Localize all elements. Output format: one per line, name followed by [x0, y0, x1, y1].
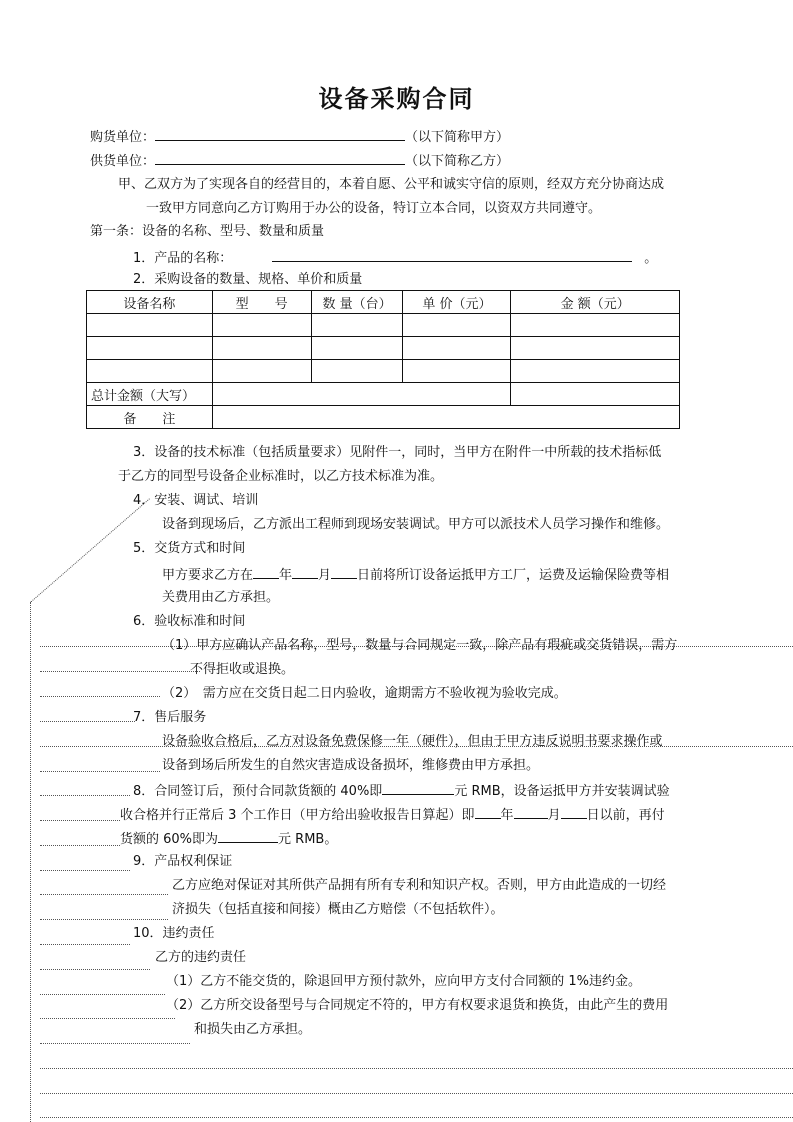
item-10-clause-1: （1）乙方不能交货的，除退回甲方预付款外，应向甲方支付合同额的 1%违约金。: [166, 974, 642, 989]
header-unit-price: 单 价（元）: [403, 291, 511, 314]
item-1-line: [133, 249, 657, 267]
table-cell[interactable]: [311, 314, 403, 337]
item-5-text-b: 年: [279, 568, 293, 583]
item-9-heading: 9．产品权利保证: [133, 854, 233, 869]
item-8-text-c2: 元 RMB。: [278, 832, 338, 847]
delivery-year-blank[interactable]: [253, 566, 279, 579]
payment-day-blank[interactable]: [561, 806, 587, 819]
item-8-text-b4: 日以前，再付: [586, 808, 665, 823]
prepayment-amount-blank[interactable]: [382, 782, 454, 795]
header-amount: 金 额（元）: [511, 291, 680, 314]
equipment-table: [86, 290, 680, 429]
total-row: [87, 383, 680, 406]
item-5-line-2: 关费用由乙方承担。: [162, 590, 280, 605]
total-amount-cell[interactable]: [511, 383, 680, 406]
table-cell[interactable]: [87, 314, 213, 337]
table-cell[interactable]: [87, 337, 213, 360]
intro-line-2: 一致甲方同意向乙方订购用于办公的设备，特订立本合同，以资双方共同遵守。: [146, 201, 602, 216]
item-6-heading: 6．验收标准和时间: [133, 614, 246, 629]
table-cell[interactable]: [511, 360, 680, 383]
item-8-line-3: [120, 830, 337, 848]
table-cell[interactable]: [212, 314, 311, 337]
item-8-text-a2: 元 RMB，设备运抵甲方并安装调试验: [454, 784, 670, 799]
item-10-subheading: 乙方的违约责任: [155, 950, 247, 965]
item-1-label: 1．产品的名称：: [133, 251, 233, 266]
item-4-heading: 4．安装、调试、培训: [133, 493, 259, 508]
table-cell[interactable]: [311, 337, 403, 360]
balance-amount-blank[interactable]: [218, 830, 278, 843]
item-1-end: 。: [644, 251, 658, 266]
item-7-heading: 7．售后服务: [133, 710, 207, 725]
table-row: [87, 314, 680, 337]
item-10-clause-2b: 和损失由乙方承担。: [194, 1022, 312, 1037]
delivery-day-blank[interactable]: [331, 566, 357, 579]
item-5-text-a: 甲方要求乙方在: [162, 568, 254, 583]
item-10-clause-2a: （2）乙方所交设备型号与合同规定不符的，甲方有权要求退货和换货，由此产生的费用: [166, 998, 669, 1013]
table-header-row: [87, 291, 680, 314]
table-row: [87, 337, 680, 360]
remark-cell[interactable]: [212, 406, 679, 429]
item-7-line-2: 设备到场后所发生的自然灾害造成设备损坏，维修费由甲方承担。: [162, 758, 540, 773]
table-cell[interactable]: [403, 314, 511, 337]
table-cell[interactable]: [511, 314, 680, 337]
document-title: 设备采购合同: [318, 84, 475, 113]
payment-month-blank[interactable]: [514, 806, 548, 819]
header-model: 型 号: [212, 291, 311, 314]
table-cell[interactable]: [212, 337, 311, 360]
supplier-suffix: （以下简称乙方）: [405, 154, 510, 169]
item-8-text-c1: 货额的 60%即为: [120, 832, 219, 847]
supplier-label: 供货单位：: [90, 154, 156, 169]
total-amount-label: 总计金额（大写）: [87, 383, 213, 406]
buyer-label: 购货单位：: [90, 130, 156, 145]
item-8-text-b1: 收合格并行正常后 3 个工作日（甲方给出验收报告日算起）即: [120, 808, 475, 823]
item-2-heading: 2．采购设备的数量、规格、单价和质量: [133, 272, 363, 287]
table-cell[interactable]: [87, 360, 213, 383]
table-cell[interactable]: [403, 337, 511, 360]
item-5-text-c: 月: [318, 568, 332, 583]
supplier-line: [90, 152, 509, 170]
item-5-line-1: [162, 566, 669, 584]
item-6-clause-1a: （1）甲方应确认产品名称，型号，数量与合同规定一致，除产品有瑕疵或交货错误，需方: [162, 638, 678, 653]
buyer-blank[interactable]: [155, 128, 405, 141]
table-cell[interactable]: [212, 360, 311, 383]
item-3-line-1: 3．设备的技术标准（包括质量要求）见附件一，同时，当甲方在附件一中所载的技术指标低: [133, 445, 662, 460]
buyer-line: [90, 128, 509, 146]
item-5-text-d: 日前将所订设备运抵甲方工厂，运费及运输保险费等相: [357, 568, 670, 583]
item-6-clause-2: （2） 需方应在交货日起二日内验收，逾期需方不验收视为验收完成。: [162, 686, 567, 701]
supplier-blank[interactable]: [155, 152, 405, 165]
product-name-blank[interactable]: [272, 249, 632, 262]
buyer-suffix: （以下简称甲方）: [405, 130, 510, 145]
remark-row: [87, 406, 680, 429]
item-10-heading: 10．违约责任: [133, 926, 215, 941]
table-cell[interactable]: [403, 360, 511, 383]
delivery-month-blank[interactable]: [292, 566, 318, 579]
item-8-line-2: [120, 806, 665, 824]
item-8-text-b3: 月: [547, 808, 561, 823]
item-8-text-a1: 8．合同签订后，预付合同款货额的 40%即: [133, 784, 383, 799]
item-9-line-1: 乙方应绝对保证对其所供产品拥有所有专利和知识产权。否则，甲方由此造成的一切经: [172, 878, 667, 893]
remark-label: 备 注: [87, 406, 213, 429]
table-cell[interactable]: [511, 337, 680, 360]
table-row: [87, 360, 680, 383]
item-4-body: 设备到现场后，乙方派出工程师到现场安装调试。甲方可以派技术人员学习操作和维修。: [162, 517, 670, 532]
header-quantity: 数 量（台）: [311, 291, 403, 314]
item-3-line-2: 于乙方的同型号设备企业标准时，以乙方技术标准为准。: [118, 469, 444, 484]
item-9-line-2: 济损失（包括直接和间接）概由乙方赔偿（不包括软件）。: [172, 902, 504, 917]
table-cell[interactable]: [311, 360, 403, 383]
item-8-text-b2: 年: [500, 808, 514, 823]
total-amount-words-cell[interactable]: [212, 383, 511, 406]
item-6-clause-1b: 不得拒收或退换。: [190, 662, 295, 677]
item-8-line-1: [133, 782, 670, 800]
header-equipment-name: 设备名称: [87, 291, 213, 314]
payment-year-blank[interactable]: [475, 806, 501, 819]
item-7-line-1: 设备验收合格后，乙方对设备免费保修一年（硬件），但由于甲方违反说明书要求操作或: [162, 734, 663, 749]
intro-line-1: 甲、乙双方为了实现各自的经营目的，本着自愿、公平和诚实守信的原则，经双方充分协商达成: [118, 177, 665, 192]
item-5-heading: 5．交货方式和时间: [133, 541, 246, 556]
article-1-heading: 第一条：设备的名称、型号、数量和质量: [90, 224, 325, 239]
